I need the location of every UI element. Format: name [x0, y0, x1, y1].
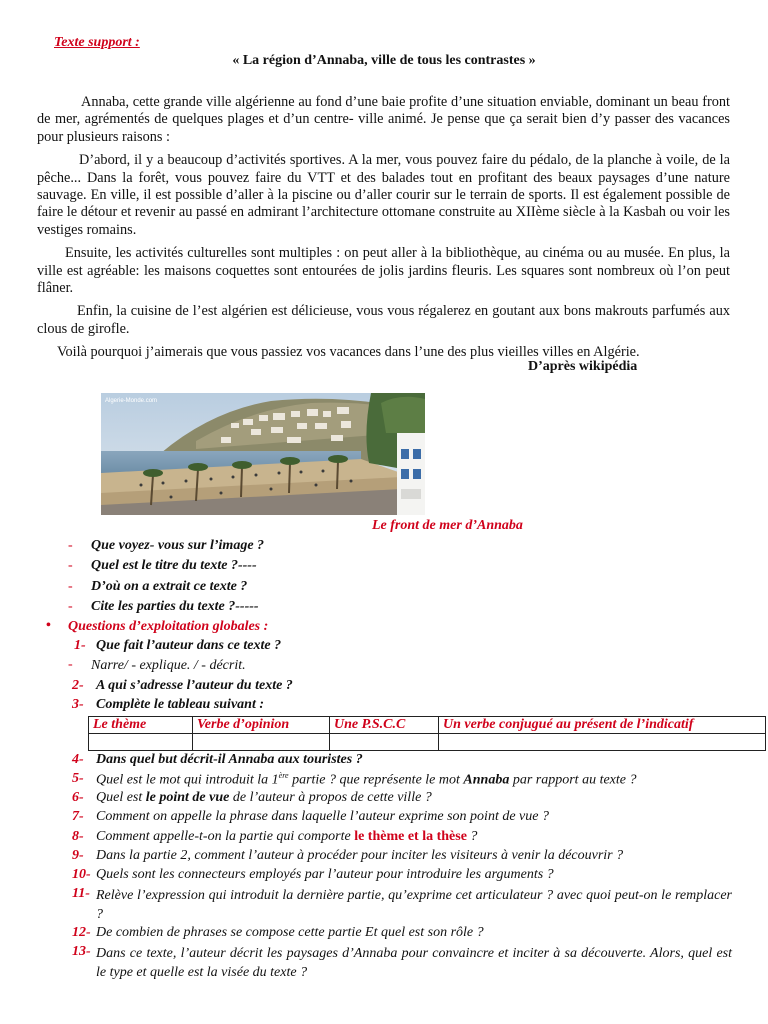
table-cell[interactable]: [193, 734, 330, 751]
question-number: 8-: [72, 829, 84, 844]
question-2: A qui s’adresse l’auteur du texte ?: [96, 678, 293, 693]
table-header-cell: Une P.S.C.C: [330, 717, 439, 734]
question-6-keyword: le point de vue: [145, 790, 230, 805]
question-10: Quels sont les connecteurs employés par l’auteur pour introduire les arguments ?: [96, 867, 554, 882]
question-11: Relève l’expression qui introduit la dernière partie, qu’exprime cet articulateur ? avec quoi peut-on le remplacer ?: [96, 888, 732, 922]
text-title: « La région d’Annaba, ville de tous les contrastes »: [232, 53, 536, 68]
dash-marker: -: [68, 538, 73, 553]
question-8-part: Comment appelle-t-on la partie qui comporte: [96, 829, 355, 844]
paragraph-culture: Ensuite, les activités culturelles sont multiples : on peut aller à la bibliothèque, au cinéma ou au musée. En plus, la ville est agréable: les maisons coquettes sont entourées de jolis jardins fleuris. Les squares sont nombreux où l’on peut flâner.: [37, 245, 730, 297]
support-label: Texte support :: [54, 35, 140, 50]
pre-question-1: Que voyez- vous sur l’image ?: [91, 538, 265, 553]
question-1: Que fait l’auteur dans ce texte ?: [96, 638, 282, 653]
table-header-cell: Verbe d’opinion: [193, 717, 330, 734]
question-number: 11-: [72, 886, 90, 901]
question-number: 4-: [72, 752, 84, 767]
support-text: [37, 94, 730, 368]
question-6-part: de l’auteur à propos de cette ville ?: [229, 790, 432, 805]
question-number: 7-: [72, 809, 84, 824]
table-header-cell: Un verbe conjugué au présent de l’indicatif: [439, 717, 766, 734]
question-6: [96, 790, 432, 806]
dash-marker: -: [68, 579, 73, 594]
bullet-icon: •: [46, 618, 51, 633]
question-number: 5-: [72, 771, 84, 786]
question-8: [96, 829, 477, 845]
question-5-keyword: Annaba: [463, 772, 510, 788]
paragraph-cuisine: Enfin, la cuisine de l’est algérien est délicieuse, vous vous régalerez en goutant aux bons makrouts parfumés aux clous de girofle.: [37, 303, 730, 337]
table-header-cell: Le thème: [89, 717, 193, 734]
paragraph-intro: Annaba, cette grande ville algérienne au fond d’une baie profite d’une situation enviable, dominant un beau front de mer, agrémentés de quelques plages et d’un centre- ville animé. Je pense que ça serait bien d’y passer des vacances pour plusieurs raisons :: [37, 94, 730, 145]
question-8-part: ?: [466, 829, 478, 844]
question-3: Complète le tableau suivant :: [96, 697, 264, 712]
question-13: Dans ce texte, l’auteur décrit les paysages d’Annaba pour convaincre et inciter à sa découverte. Alors, quel est le type et quelle est la visée du texte ?: [96, 946, 732, 980]
question-5-part: partie ? que représente le mot: [288, 772, 464, 788]
pre-question-2: Quel est le titre du texte ?----: [91, 558, 257, 573]
annaba-seafront-photo: [101, 393, 425, 515]
question-5-sup: ère: [278, 771, 289, 780]
global-questions-heading: Questions d’exploitation globales :: [68, 619, 269, 634]
question-8-keyword: le thème et la thèse: [354, 829, 467, 844]
paragraph-conclusion: Voilà pourquoi j’aimerais que vous passiez vos vacances dans l’une des plus vieilles villes en Algérie.: [57, 344, 640, 361]
question-1-answer: Narre/ - explique. / - décrit.: [91, 658, 246, 673]
dash-marker: -: [68, 558, 73, 573]
table-row: [89, 734, 766, 751]
question-6-part: Quel est: [96, 790, 146, 805]
question-number: 13-: [72, 944, 91, 959]
question-9: Dans la partie 2, comment l’auteur à procéder pour inciter les visiteurs à venir la découvrir ?: [96, 848, 624, 863]
question-number: 6-: [72, 790, 84, 805]
question-7: Comment on appelle la phrase dans laquelle l’auteur exprime son point de vue ?: [96, 809, 549, 824]
question-5-part: par rapport au texte ?: [509, 772, 637, 788]
paragraph-sports: D’abord, il y a beaucoup d’activités sportives. A la mer, vous pouvez faire du pédalo, de la planche à voile, de la pêche... Dans la forêt, vous pouvez faire du VTT et des balades tout en profitant des beaux paysages d’une nature sauvage. En ville, il est possible d’aller à la piscine ou d’aller courir sur le terrain de sports. Il est également possible de faire le détour et revenir au passé en admirant l’architecture ottomane construite au XIIème siècle à la Kasbah ou voir les vestiges romains.: [37, 152, 730, 238]
question-4: Dans quel but décrit-il Annaba aux touristes ?: [96, 752, 363, 767]
question-number: 3-: [72, 697, 84, 712]
question-number: 10-: [72, 867, 91, 882]
question-number: 12-: [72, 925, 91, 940]
dash-marker: -: [68, 599, 73, 614]
text-source: D’après wikipédia: [528, 359, 638, 374]
table-cell[interactable]: [439, 734, 766, 751]
question-number: 1-: [74, 638, 86, 653]
question-12: De combien de phrases se compose cette partie Et quel est son rôle ?: [96, 925, 484, 940]
pre-question-4: Cite les parties du texte ?-----: [91, 599, 259, 614]
dash-marker: -: [68, 657, 73, 672]
question-5-part: Quel est le mot qui introduit la 1: [96, 772, 279, 788]
photo-watermark: Algerie-Monde.com: [105, 398, 158, 404]
answer-table: [88, 716, 766, 751]
table-cell[interactable]: [330, 734, 439, 751]
table-cell[interactable]: [89, 734, 193, 751]
question-number: 9-: [72, 848, 84, 863]
table-header-row: [89, 717, 766, 734]
photo-caption: Le front de mer d’Annaba: [372, 518, 523, 533]
pre-question-3: D’où on a extrait ce texte ?: [91, 579, 248, 594]
question-5: [96, 771, 636, 789]
question-number: 2-: [72, 678, 84, 693]
